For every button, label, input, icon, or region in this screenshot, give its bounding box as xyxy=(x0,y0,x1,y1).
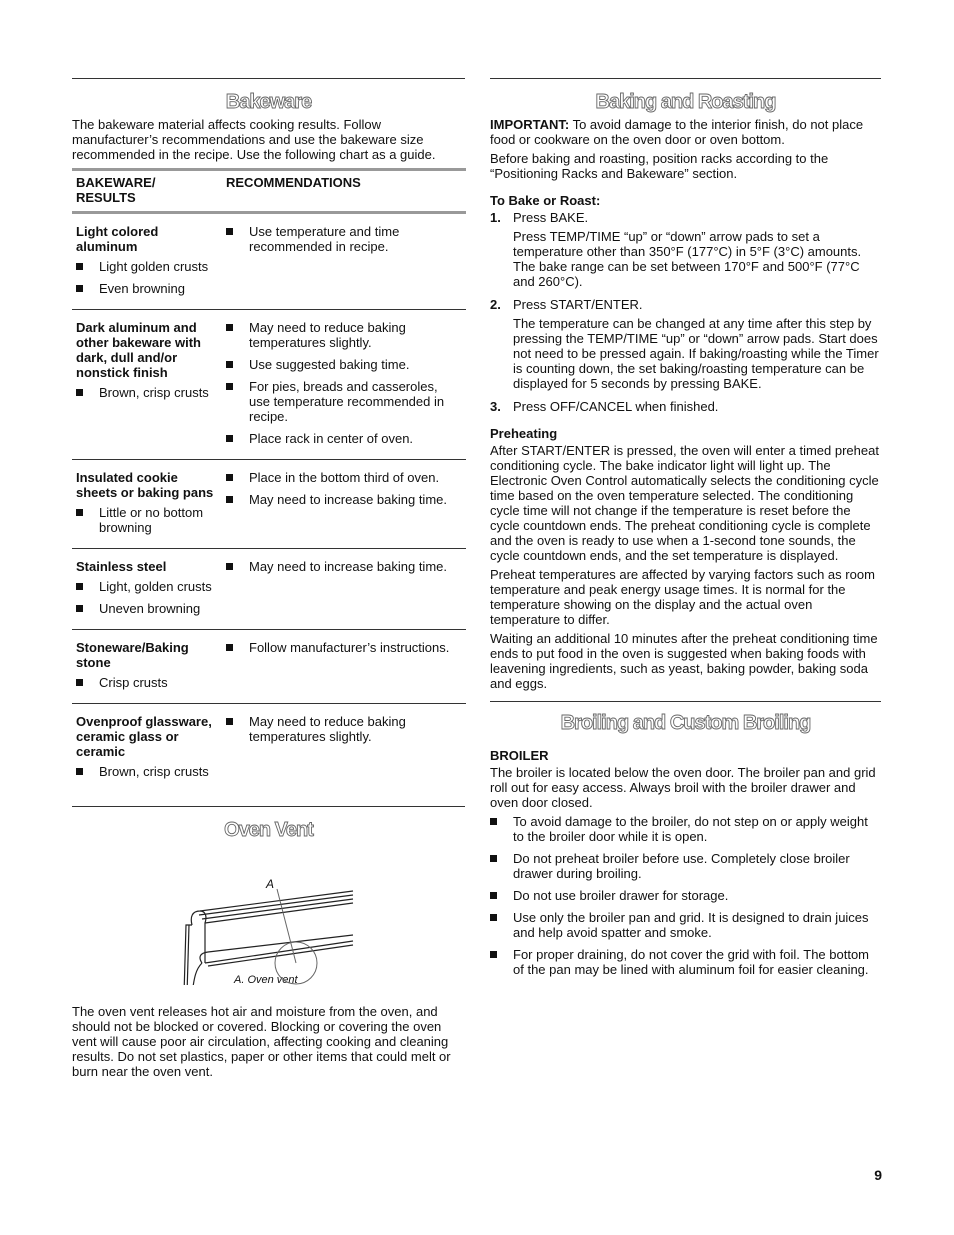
recommendation-item: Place rack in center of oven. xyxy=(226,431,462,446)
table-header-row xyxy=(72,170,466,213)
bakeware-table xyxy=(72,168,466,792)
table-row xyxy=(72,704,466,793)
broiler-bullet: Use only the broiler pan and grid. It is designed to drain juices and help avoid spatter and smoke. xyxy=(490,910,881,940)
recommendation-item: Use suggested baking time. xyxy=(226,357,462,372)
bakeware-cell xyxy=(72,549,222,630)
step-detail: The temperature can be changed at any time after this step by pressing the TEMP/TIME “up” or “down” arrow pads. Start does not need to be pressed again. If baking/roasting while the Timer is counting down, the set baking/roasting temperature can be displayed for 5 seconds by pressing BAKE. xyxy=(513,316,879,391)
oven-vent-figure xyxy=(72,845,465,985)
table-row xyxy=(72,460,466,549)
section-divider xyxy=(72,78,465,79)
preheating-paragraph: Waiting an additional 10 minutes after the preheat conditioning time ends to put food in the oven is suggested when baking foods with leavening ingredients, such as yeast, baking powder, baking soda and eggs. xyxy=(490,631,878,691)
step-item xyxy=(490,210,881,225)
bakeware-cell xyxy=(72,460,222,549)
broiler-intro: The broiler is located below the oven door. The broiler pan and grid roll out for easy access. Always broil with the broiler drawer and oven door closed. xyxy=(490,765,876,810)
bakeware-intro: The bakeware material affects cooking results. Follow manufacturer’s recommendations and use the bakeware size recommended in the recipe. Use the following chart as a guide. xyxy=(72,117,436,162)
step-text: Press BAKE. xyxy=(513,210,589,225)
recommendation-item: Follow manufacturer’s instructions. xyxy=(226,640,462,655)
bake-steps-list xyxy=(490,210,881,414)
recommendation-cell xyxy=(222,213,466,310)
table-row xyxy=(72,549,466,630)
broiler-bullet-list xyxy=(490,814,881,977)
column-header-bakeware: BAKEWARE/ RESULTS xyxy=(72,170,222,213)
step-detail: Press TEMP/TIME “up” or “down” arrow pads to set a temperature other than 350°F (177°C) in 5°F (3°C) amounts. The bake range can be set between 170°F and 500°F (77°C and 260°C). xyxy=(513,229,862,289)
step-item xyxy=(490,399,881,414)
recommendation-item: May need to increase baking time. xyxy=(226,559,462,574)
figure-caption: A. Oven vent xyxy=(234,974,298,986)
page-number: 9 xyxy=(874,1167,882,1183)
result-item: Brown, crisp crusts xyxy=(76,764,218,779)
bakeware-name: Dark aluminum and other bakeware with dark, dull and/or nonstick finish xyxy=(76,320,201,380)
result-item: Even browning xyxy=(76,281,218,296)
preheating-paragraph: Preheat temperatures are affected by varying factors such as room temperature and peak energy usage times. It is normal for the temperature showing on the display and the actual oven temperature to differ. xyxy=(490,567,875,627)
bakeware-name: Light colored aluminum xyxy=(76,224,159,254)
left-column xyxy=(72,78,465,1083)
bakeware-heading: Bakeware xyxy=(225,91,312,113)
oven-vent-illustration xyxy=(72,845,465,985)
bakeware-cell xyxy=(72,213,222,310)
recommendation-item: May need to increase baking time. xyxy=(226,492,462,507)
section-divider xyxy=(72,806,465,807)
step-item xyxy=(490,297,881,312)
figure-label-a: A xyxy=(266,877,275,891)
bake-roast-heading: To Bake or Roast: xyxy=(490,193,601,208)
broiler-bullet: Do not use broiler drawer for storage. xyxy=(490,888,881,903)
result-item: Little or no bottom browning xyxy=(76,505,218,535)
bakeware-name: Stainless steel xyxy=(76,559,167,574)
result-item: Light golden crusts xyxy=(76,259,218,274)
bakeware-cell xyxy=(72,704,222,793)
bakeware-name: Stoneware/Baking stone xyxy=(76,640,189,670)
bakeware-cell xyxy=(72,630,222,704)
step-number: 2. xyxy=(490,297,501,312)
recommendation-cell xyxy=(222,310,466,460)
recommendation-item: Use temperature and time recommended in recipe. xyxy=(226,224,462,254)
oven-vent-heading: Oven Vent xyxy=(224,819,313,841)
result-item: Crisp crusts xyxy=(76,675,218,690)
section-divider xyxy=(490,701,881,702)
broiler-bullet: To avoid damage to the broiler, do not step on or apply weight to the broiler door while it is open. xyxy=(490,814,881,844)
preheating-paragraph: After START/ENTER is pressed, the oven will enter a timed preheat conditioning cycle. The bake indicator light will light up. The Electronic Oven Control automatically selects the conditioning cycle time based on the oven temperature selected. The conditioning cycle time will not change if the temperature is reset before the cycle countdown ends. The preheat conditioning cycle is complete and the oven is ready to use when a 1-second tone sounds, the cycle countdown ends, and the set temperature is displayed. xyxy=(490,443,879,563)
recommendation-item: May need to reduce baking temperatures slightly. xyxy=(226,714,462,744)
result-item: Uneven browning xyxy=(76,601,218,616)
table-row xyxy=(72,213,466,310)
important-label: IMPORTANT: xyxy=(490,117,570,132)
result-item: Brown, crisp crusts xyxy=(76,385,218,400)
section-divider xyxy=(490,78,881,79)
baking-roasting-heading: Baking and Roasting xyxy=(595,91,776,113)
recommendation-cell xyxy=(222,630,466,704)
bakeware-cell xyxy=(72,310,222,460)
table-row xyxy=(72,310,466,460)
right-column xyxy=(490,78,881,984)
recommendation-cell xyxy=(222,460,466,549)
bakeware-name: Insulated cookie sheets or baking pans xyxy=(76,470,214,500)
recommendation-cell xyxy=(222,704,466,793)
baking-intro: Before baking and roasting, position racks according to the “Positioning Racks and Bakeware” section. xyxy=(490,151,829,181)
step-text: Press START/ENTER. xyxy=(513,297,643,312)
recommendation-item: May need to reduce baking temperatures slightly. xyxy=(226,320,462,350)
preheating-section xyxy=(490,443,881,691)
column-header-recommendations: RECOMMENDATIONS xyxy=(222,170,466,213)
recommendation-item: Place in the bottom third of oven. xyxy=(226,470,462,485)
recommendation-item: For pies, breads and casseroles, use temperature recommended in recipe. xyxy=(226,379,462,424)
preheating-heading: Preheating xyxy=(490,426,558,441)
broiler-bullet: Do not preheat broiler before use. Completely close broiler drawer during broiling. xyxy=(490,851,881,881)
step-number: 1. xyxy=(490,210,501,225)
step-text: Press OFF/CANCEL when finished. xyxy=(513,399,719,414)
oven-vent-text: The oven vent releases hot air and moisture from the oven, and should not be blocked or covered. Blocking or covering the oven vent will cause poor air circulation, affecting cooking and cleaning results. Do not set plastics, paper or other items that could melt or burn near the oven vent. xyxy=(72,1004,451,1079)
important-text: To avoid damage to the interior finish, do not place food or cookware on the oven door or oven bottom. xyxy=(490,117,864,147)
broiler-bullet: For proper draining, do not cover the grid with foil. The bottom of the pan may be lined with aluminum foil for easier cleaning. xyxy=(490,947,881,977)
important-note xyxy=(490,117,881,147)
step-number: 3. xyxy=(490,399,501,414)
broiling-heading: Broiling and Custom Broiling xyxy=(560,712,811,734)
broiler-subheading: BROILER xyxy=(490,748,549,763)
bakeware-name: Ovenproof glassware, ceramic glass or ceramic xyxy=(76,714,212,759)
recommendation-cell xyxy=(222,549,466,630)
table-row xyxy=(72,630,466,704)
result-item: Light, golden crusts xyxy=(76,579,218,594)
